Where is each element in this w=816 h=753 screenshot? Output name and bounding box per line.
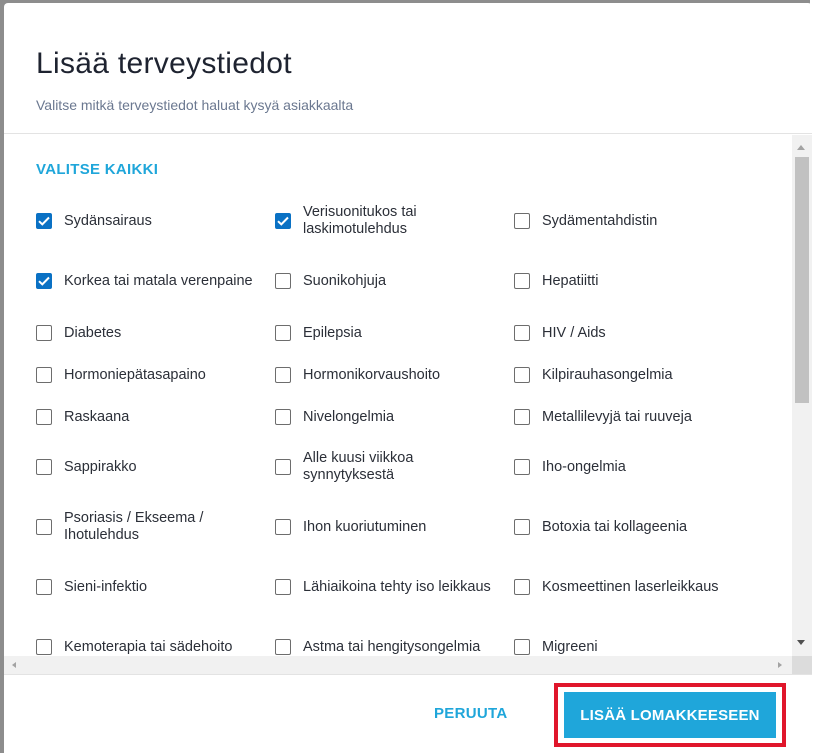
checkbox-unchecked-icon[interactable] [275, 519, 291, 535]
checkbox-unchecked-icon[interactable] [36, 367, 52, 383]
checkbox-unchecked-icon[interactable] [275, 325, 291, 341]
checkbox-unchecked-icon[interactable] [275, 639, 291, 655]
health-option[interactable] [275, 355, 440, 395]
health-option-label: Metallilevyjä tai ruuveja [542, 408, 692, 425]
scrollbar-thumb[interactable] [795, 157, 809, 403]
checkbox-unchecked-icon[interactable] [36, 519, 52, 535]
checkbox-checked-icon[interactable] [36, 213, 52, 229]
health-option[interactable] [36, 507, 264, 547]
health-option[interactable] [275, 313, 362, 353]
health-option-label: Astma tai hengitysongelmia [303, 638, 481, 655]
options-grid [4, 135, 794, 655]
health-option[interactable] [36, 201, 152, 241]
checkbox-unchecked-icon[interactable] [275, 579, 291, 595]
dialog-footer [4, 674, 812, 753]
health-option[interactable] [36, 447, 137, 487]
health-option-label: Sieni-infektio [64, 578, 148, 595]
health-option-label: Kemoterapia tai sädehoito [64, 638, 233, 655]
scrollbar-corner [792, 656, 812, 674]
health-option[interactable] [275, 447, 503, 487]
checkbox-unchecked-icon[interactable] [36, 639, 52, 655]
checkbox-unchecked-icon[interactable] [514, 325, 530, 341]
checkbox-unchecked-icon[interactable] [514, 213, 530, 229]
checkbox-unchecked-icon[interactable] [36, 409, 52, 425]
health-option-label: Verisuonitukos tai laskimotulehdus [303, 204, 417, 237]
health-option[interactable] [514, 313, 606, 353]
health-info-dialog [4, 3, 812, 753]
cancel-button[interactable]: PERUUTA [434, 705, 508, 722]
highlight-frame [554, 683, 786, 747]
checkbox-unchecked-icon[interactable] [514, 459, 530, 475]
health-option[interactable] [514, 567, 719, 607]
health-option-label: Sydämentahdistin [542, 212, 658, 229]
checkbox-unchecked-icon[interactable] [275, 409, 291, 425]
health-option-label: Psoriasis / Ekseema / Ihotulehdus [64, 510, 204, 543]
checkbox-unchecked-icon[interactable] [275, 459, 291, 475]
health-option-label: Kilpirauhasongelmia [542, 366, 673, 383]
checkbox-unchecked-icon[interactable] [514, 273, 530, 289]
health-option-label: Epilepsia [303, 324, 362, 341]
checkbox-unchecked-icon[interactable] [514, 519, 530, 535]
checkbox-unchecked-icon[interactable] [275, 273, 291, 289]
health-option[interactable] [514, 507, 687, 547]
checkbox-unchecked-icon[interactable] [514, 409, 530, 425]
health-option[interactable] [36, 567, 147, 607]
health-option-label: Iho-ongelmia [542, 458, 626, 475]
health-option-label: Kosmeettinen laserleikkaus [542, 578, 719, 595]
checkbox-checked-icon[interactable] [275, 213, 291, 229]
checkbox-unchecked-icon[interactable] [36, 579, 52, 595]
health-option[interactable] [275, 261, 386, 301]
health-option[interactable] [514, 261, 598, 301]
health-option-label: Ihon kuoriutuminen [303, 518, 427, 535]
scroll-up-arrow-icon[interactable] [797, 145, 805, 150]
health-option[interactable] [514, 447, 626, 487]
health-option-label: Suonikohjuja [303, 272, 387, 289]
health-option[interactable] [36, 397, 129, 437]
checkbox-unchecked-icon[interactable] [36, 325, 52, 341]
health-option[interactable] [275, 397, 394, 437]
dialog-title: Lisää terveystiedot [36, 47, 292, 80]
checkbox-unchecked-icon[interactable] [514, 639, 530, 655]
health-option[interactable] [275, 201, 503, 241]
health-option-label: Migreeni [542, 638, 598, 655]
dialog-subtitle: Valitse mitkä terveystiedot haluat kysyä asiakkaalta [36, 97, 354, 113]
health-option[interactable] [36, 355, 206, 395]
health-option[interactable] [275, 567, 491, 607]
checkbox-unchecked-icon[interactable] [275, 367, 291, 383]
health-option-label: Lähiaikoina tehty iso leikkaus [303, 578, 491, 595]
checkbox-unchecked-icon[interactable] [514, 579, 530, 595]
health-option-label: Hepatiitti [542, 272, 599, 289]
health-option-label: HIV / Aids [542, 324, 606, 341]
options-scroll-area [4, 135, 812, 674]
health-option-label: Hormoniepätasapaino [64, 366, 206, 383]
health-option[interactable] [36, 313, 121, 353]
health-option[interactable] [275, 507, 426, 547]
health-option-label: Alle kuusi viikkoa synnytyksestä [303, 450, 414, 483]
health-option[interactable] [514, 397, 692, 437]
checkbox-unchecked-icon[interactable] [36, 459, 52, 475]
health-option[interactable] [514, 355, 673, 395]
health-option-label: Hormonikorvaushoito [303, 366, 441, 383]
horizontal-scrollbar[interactable] [4, 656, 792, 674]
select-all-link[interactable]: VALITSE KAIKKI [36, 161, 159, 178]
health-option-label: Nivelongelmia [303, 408, 395, 425]
health-option-label: Raskaana [64, 408, 130, 425]
health-option-label: Sappirakko [64, 458, 137, 475]
health-option-label: Botoxia tai kollageenia [542, 518, 688, 535]
health-option-label: Diabetes [64, 324, 122, 341]
health-option[interactable] [36, 261, 253, 301]
health-option-label: Korkea tai matala verenpaine [64, 272, 253, 289]
health-option[interactable] [514, 201, 657, 241]
scroll-down-arrow-icon[interactable] [797, 640, 805, 645]
scroll-left-arrow-icon[interactable] [12, 662, 16, 668]
checkbox-unchecked-icon[interactable] [514, 367, 530, 383]
dialog-header [4, 3, 812, 134]
vertical-scrollbar[interactable] [792, 135, 812, 656]
health-option-label: Sydänsairaus [64, 212, 152, 229]
add-to-form-button[interactable]: LISÄÄ LOMAKKEESEEN [564, 692, 776, 738]
checkbox-checked-icon[interactable] [36, 273, 52, 289]
scroll-right-arrow-icon[interactable] [778, 662, 782, 668]
